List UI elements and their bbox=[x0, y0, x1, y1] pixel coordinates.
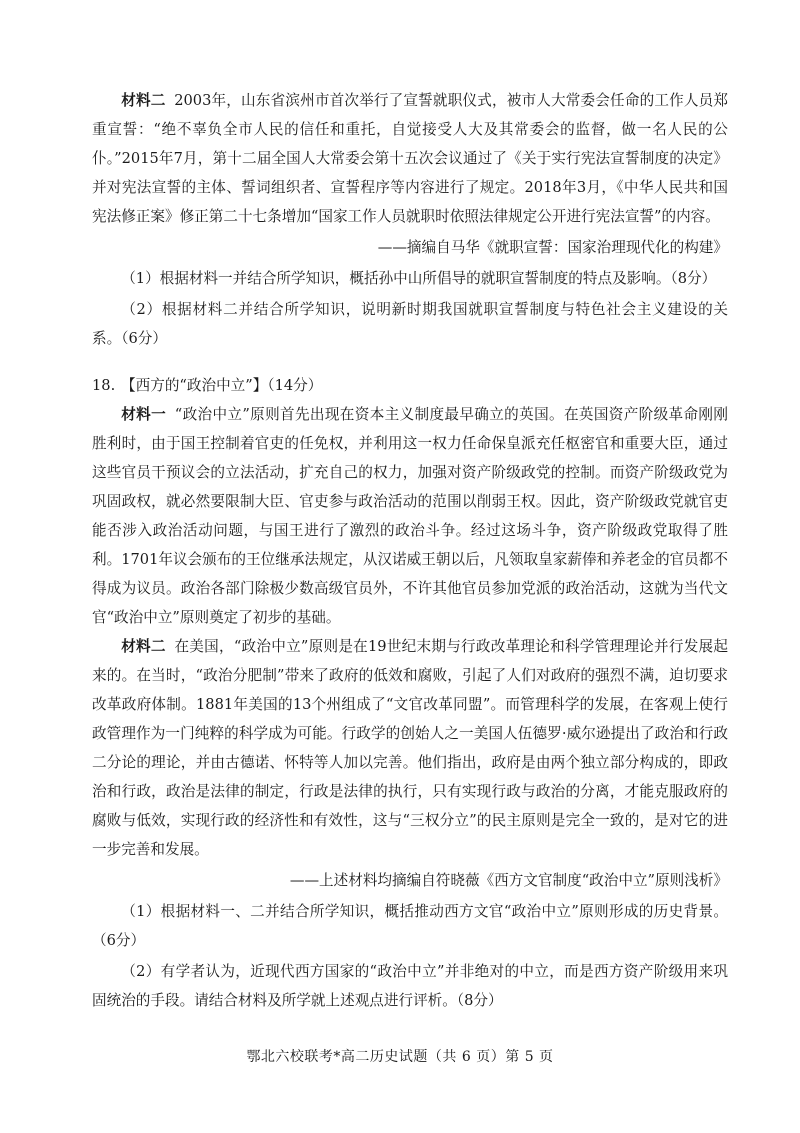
q18-material-2 bbox=[92, 632, 728, 864]
section-gap bbox=[92, 353, 728, 371]
q18-question-2: （2）有学者认为，近现代西方国家的“政治中立”并非绝对的中立，而是西方资产阶级用来巩固统治的手段。请结合材料及所学就上述观点进行评析。（8分） bbox=[92, 963, 728, 1009]
material-text: “政治中立”原则首先出现在资本主义制度最早确立的英国。在英国资产阶级革命刚刚胜利时，由于国王控制着官吏的任免权，并利用这一权力任命保皇派充任枢密官和重要大臣，通过这些官员干预议会的立法活动，扩充自己的权力，加强对资产阶级政党的控制。而资产阶级政党为巩固政权，就必然要限制大臣、官吏参与政治活动的范围以削弱王权。因此，资产阶级政党就官吏能否涉入政治活动问题，与国王进行了激烈的政治斗争。经过这场斗争，资产阶级政党取得了胜利。1701年议会颁布的王位继承法规定，从汉诺威王朝以后，凡领取皇家薪俸和养老金的官员都不得成为议员。政治各部门除极少数高级官员外，不许其他官员参加党派的政治活动，这就为当代文官“政治中立”原则奠定了初步的基础。 bbox=[92, 406, 728, 626]
q17-question-2: （2）根据材料二并结合所学知识，说明新时期我国就职宣誓制度与特色社会主义建设的关系。（6分） bbox=[92, 301, 728, 347]
material-label: 材料二 bbox=[121, 92, 166, 109]
q18-citation: ——上述材料均摘编自符晓薇《西方文官制度“政治中立”原则浅析》 bbox=[289, 872, 728, 889]
q17-material-2 bbox=[92, 86, 728, 231]
exam-page-body bbox=[92, 86, 728, 1015]
material-label: 材料二 bbox=[121, 638, 166, 655]
q18-number: 18. bbox=[92, 377, 116, 394]
material-label: 材料一 bbox=[121, 406, 167, 423]
q18-material-1 bbox=[92, 400, 728, 632]
q17-question-1: （1）根据材料一并结合所学知识，概括孙中山所倡导的就职宣誓制度的特点及影响。（8分） bbox=[121, 270, 717, 287]
material-text: 2003年，山东省滨州市首次举行了宣誓就职仪式，被市人大常委会任命的工作人员郑重宣誓：“绝不辜负全市人民的信任和重托，自觉接受人大及其常委会的监督，做一名人民的公仆。”2015年7月，第十二届全国人大常委会第十五次会议通过了《关于实行宪法宣誓制度的决定》并对宪法宣誓的主体、誓词组织者、宣誓程序等内容进行了规定。2018年3月，《中华人民共和国宪法修正案》修正第二十七条增加“国家工作人员就职时依照法律规定公开进行宪法宣誓”的内容。 bbox=[92, 92, 728, 225]
q18-title: 【西方的“政治中立”】（14分） bbox=[121, 377, 323, 394]
q18-heading bbox=[92, 371, 728, 400]
q17-citation: ——摘编自马华《就职宣誓：国家治理现代化的构建》 bbox=[377, 239, 728, 256]
material-text: 在美国，“政治中立”原则是在19世纪末期与行政改革理论和科学管理理论并行发展起来的。在当时，“政治分肥制”带来了政府的低效和腐败，引起了人们对政府的强烈不满，迫切要求改革政府体制。1881年美国的13个州组成了“文官改革同盟”。而管理科学的发展，在客观上使行政管理作为一门纯粹的科学成为可能。行政学的创始人之一美国人伍德罗·威尔逊提出了政治和行政二分论的理论，并由古德诺、怀特等人加以完善。他们指出，政府是由两个独立部分构成的，即政治和行政，政治是法律的制定，行政是法律的执行，只有实现行政与政治的分离，才能克服政府的腐败与低效，实现行政的经济性和有效性，这与“三权分立”的民主原则是完全一致的，是对它的进一步完善和发展。 bbox=[92, 638, 728, 858]
page-footer: 鄂北六校联考*高二历史试题（共 6 页）第 5 页 bbox=[246, 1049, 554, 1065]
q18-question-1: （1）根据材料一、二并结合所学知识，概括推动西方文官“政治中立”原则形成的历史背景。（6分） bbox=[92, 903, 728, 949]
